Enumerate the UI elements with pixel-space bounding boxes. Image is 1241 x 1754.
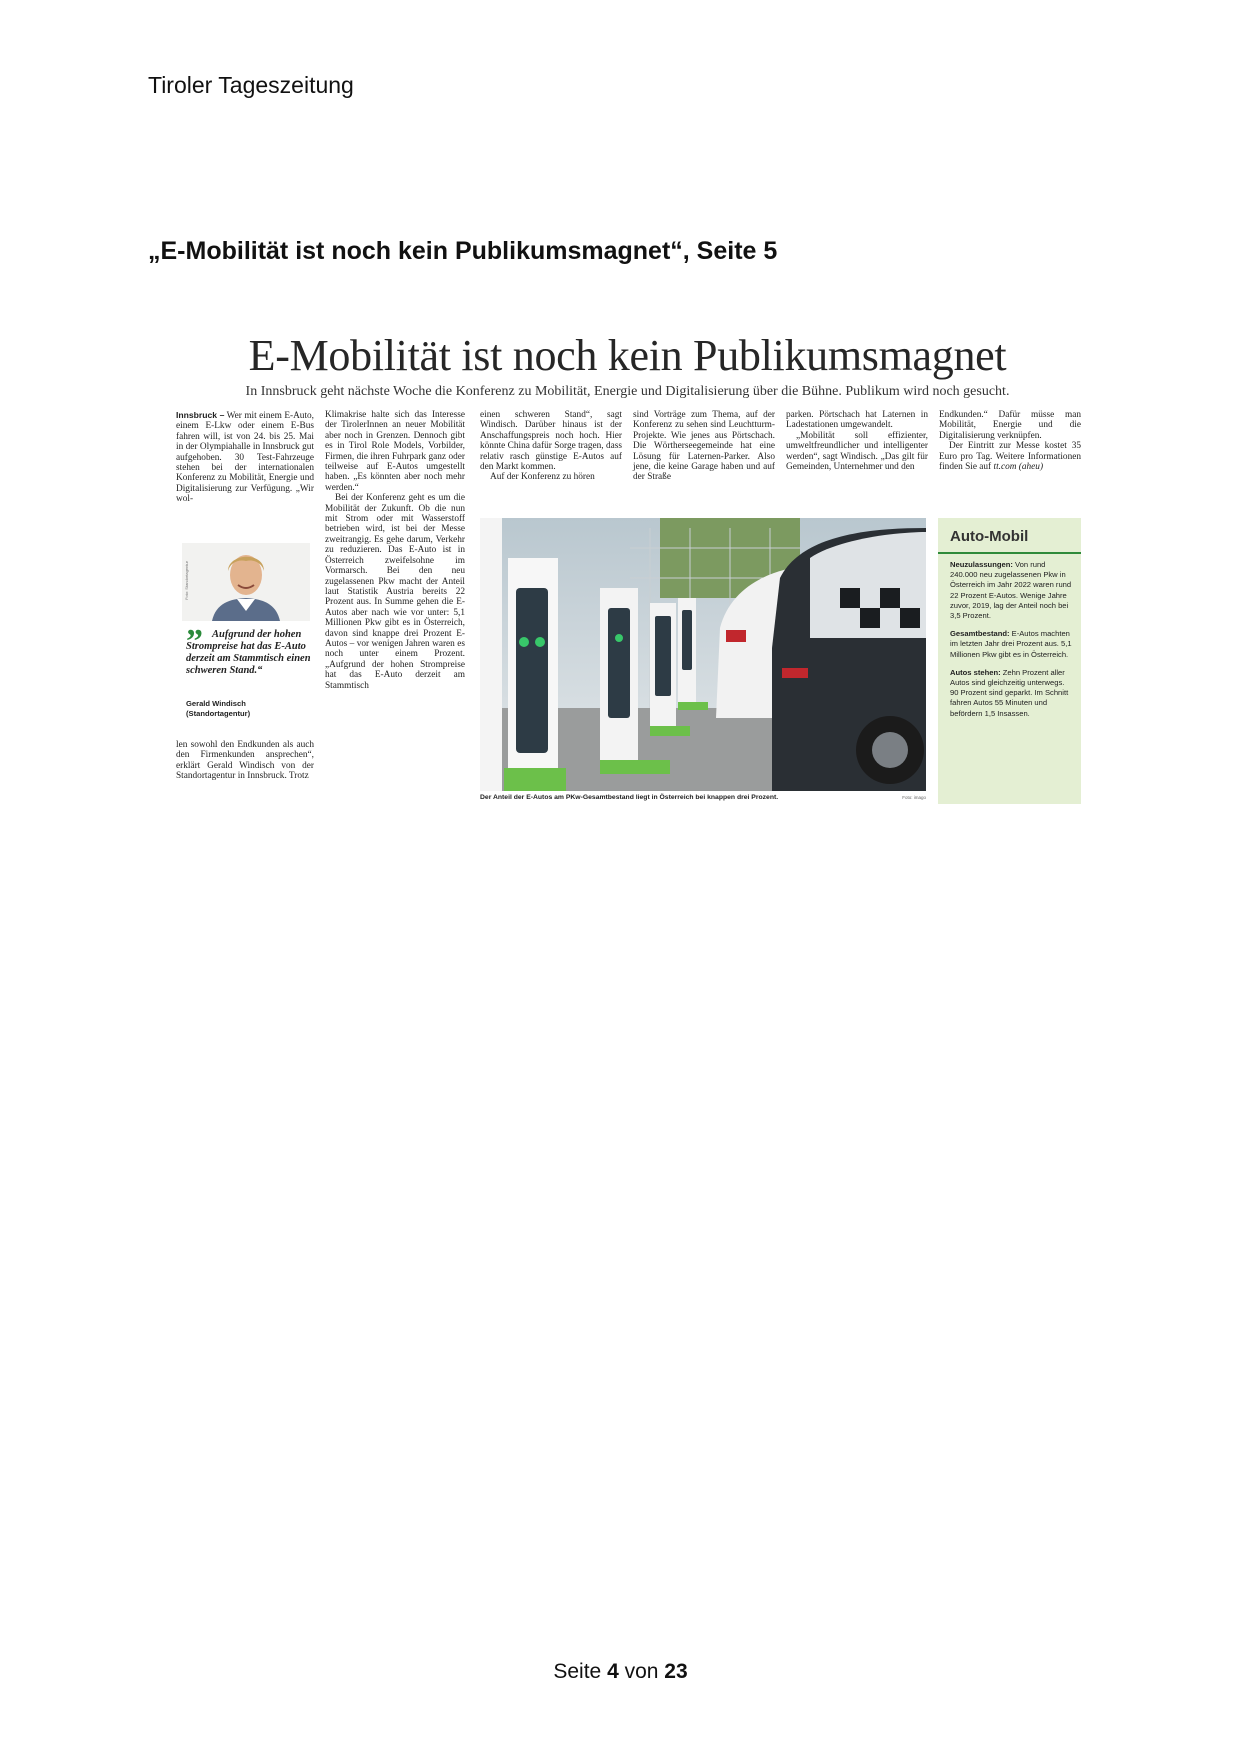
quote-mark-icon: ” (186, 623, 203, 660)
article-column-3 (480, 410, 622, 483)
article-column-3-paragraph-1: einen schweren Stand“, sagt Windisch. Darüber hinaus ist der Anschaffungspreis noch hoch. Hier könnte China dafür Sorge tragen, dass relativ rasch günstige E-Autos auf den Markt kommen. (480, 410, 622, 473)
article-column-6-link: tt.com (aheu) (993, 462, 1044, 473)
article-column-2 (325, 410, 465, 691)
article-column-1-text: Wer mit einem E-Auto, einem E-Lkw oder einem E-Bus fahren will, ist von 24. bis 25. Mai in der Olympiahalle in Innsbruck gut aufgehoben. 30 Test-Fahrzeuge stehen bei der internationalen Konferenz zu Mobilität, Energie und Digitalisierung zur Verfügung. „Wir wol- (176, 411, 315, 505)
article-column-6-paragraph-2: Der Eintritt zur Messe kostet 35 Euro pro Tag. Weitere Informationen finden Sie auf (939, 441, 1081, 473)
portrait-illustration (182, 543, 310, 621)
article-column-2-paragraph-1: Klimakrise halte sich das Interesse der TirolerInnen an neuer Mobilität aber noch in Grenzen. Dennoch gibt es in Tirol Role Models, Vorbilder, Firmen, die ihren Fuhrpark ganz oder teilweise auf E-Autos umgestellt haben. „Es könnten aber noch mehr werden.“ (325, 410, 465, 493)
quote-author-name: Gerald Windisch (186, 699, 246, 708)
article-column-5-paragraph-1: parken. Pörtschach hat Laternen in Ladestationen umgewandelt. (786, 410, 928, 431)
infobox-item-text: Zehn Prozent aller Autos sind gleichzeitig unterwegs. 90 Prozent sind geparkt. Im Schnitt fahren Autos 55 Minuten und befördern 1,5 Insassen. (950, 667, 1069, 718)
page-footer (0, 1660, 1241, 1684)
article-column-2-paragraph-2: Bei der Konferenz geht es um die Mobilität der Zukunft. Ob die nun mit Strom oder mit Wasserstoff betrieben wird, ist bei der Messe zweitrangig. Es gehe darum, Verkehr zu reduzieren. Das E-Auto ist in Österreich zweifelsohne im Vormarsch. Bei den neu zugelassenen Pkw macht der Anteil laut Statistik Austria bereits 22 Prozent aus. In Summe gehen die E-Autos aber nach wie vor unter: 5,1 Millionen Pkw gibt es in Österreich, davon sind knappe drei Prozent E-Autos – vor wenigen Jahren waren es noch unter einem Prozent. „Aufgrund der hohen Strompreise hat das E-Auto derzeit am Stammtisch (325, 493, 465, 691)
article-column-1-top (176, 410, 314, 505)
article-dateline: Innsbruck – (176, 410, 225, 420)
article-subline: In Innsbruck geht nächste Woche die Konferenz zu Mobilität, Energie und Digitalisierung über die Bühne. Publikum wird noch gesucht. (245, 384, 1010, 399)
article-column-5-paragraph-2: „Mobilität soll effizienter, umweltfreundlicher und intelligenter werden“, sagt Windisch. „Das gilt für Gemeinden, Unternehmer und den (786, 430, 928, 473)
article-column-1-bottom (176, 740, 314, 782)
photo-caption (480, 794, 926, 801)
infobox-item-label: Gesamtbestand: (950, 629, 1010, 639)
infobox-item-text: Von rund 240.000 neu zugelassenen Pkw in Österreich im Jahr 2022 waren rund 22 Prozent E-Autos. Wenige Jahre zuvor, 2019, lag der Anteil noch bei 3,5 Prozent. (950, 560, 1072, 621)
footer-middle: von (624, 1660, 659, 1683)
charging-station-illustration (480, 518, 926, 791)
article-column-6 (939, 410, 1081, 472)
publication-name: Tiroler Tageszeitung (148, 72, 354, 98)
infobox-body (950, 560, 1072, 727)
photo-caption-text: Der Anteil der E-Autos am PKw-Gesamtbestand liegt in Österreich bei knappen drei Prozent. (480, 794, 779, 801)
article-column-4-paragraph-1: sind Vorträge zum Thema, auf der Konferenz zu sehen sind Leuchtturm-Projekte. Wie jenes aus Pörtschach. Die Wörtherseegemeinde hat eine Lösung für Laternen-Parker. Also jene, die keine Garage haben und auf der Straße (633, 410, 775, 483)
article-column-5 (786, 410, 928, 472)
infobox-title: Auto-Mobil (950, 528, 1029, 545)
infobox-item-label: Neuzulassungen: (950, 560, 1013, 569)
quote-author-role: (Standortagentur) (186, 709, 251, 718)
infobox-item (950, 560, 1072, 621)
infobox-item (950, 668, 1072, 719)
article-column-6-paragraph-1: Endkunden.“ Dafür müsse man Mobilität, Energie und die Digitalisierung verknüpfen. (939, 410, 1081, 441)
portrait-credit: Foto: Standortagentur (184, 561, 189, 600)
article-column-1-bottom-text: len sowohl den Endkunden als auch den Firmenkunden ansprechen“, erklärt Gerald Windisch von der Standortagentur in Innsbruck. Trotz (176, 740, 314, 782)
quote-text: Aufgrund der hohen Strompreise hat das E-Auto derzeit am Stammtisch einen schweren Stand.“ (186, 629, 311, 676)
infobox-item-label: Autos stehen: (950, 667, 1001, 677)
infobox-item (950, 629, 1072, 660)
footer-page-number: 4 (607, 1660, 619, 1683)
quote-author (186, 699, 250, 719)
infobox-divider (938, 552, 1081, 554)
newspaper-clipping (172, 322, 1083, 804)
photo-credit: Foto: imago (902, 795, 926, 800)
footer-page-total: 23 (664, 1660, 688, 1683)
article-column-4 (633, 410, 775, 483)
footer-prefix: Seite (553, 1660, 602, 1683)
document-title: „E-Mobilität ist noch kein Publikumsmagnet“, Seite 5 (148, 237, 778, 265)
charging-station-photo (480, 518, 926, 791)
infobox-auto-mobil (938, 518, 1081, 804)
portrait-photo (182, 543, 310, 621)
article-column-3-paragraph-2: Auf der Konferenz zu hören (490, 472, 595, 483)
article-headline: E-Mobilität ist noch kein Publikumsmagnet (248, 331, 1007, 380)
infobox-item-text: E-Autos machten im letzten Jahr drei Prozent aus. 5,1 Millionen Pkw gibt es in Österreich. (950, 629, 1072, 659)
